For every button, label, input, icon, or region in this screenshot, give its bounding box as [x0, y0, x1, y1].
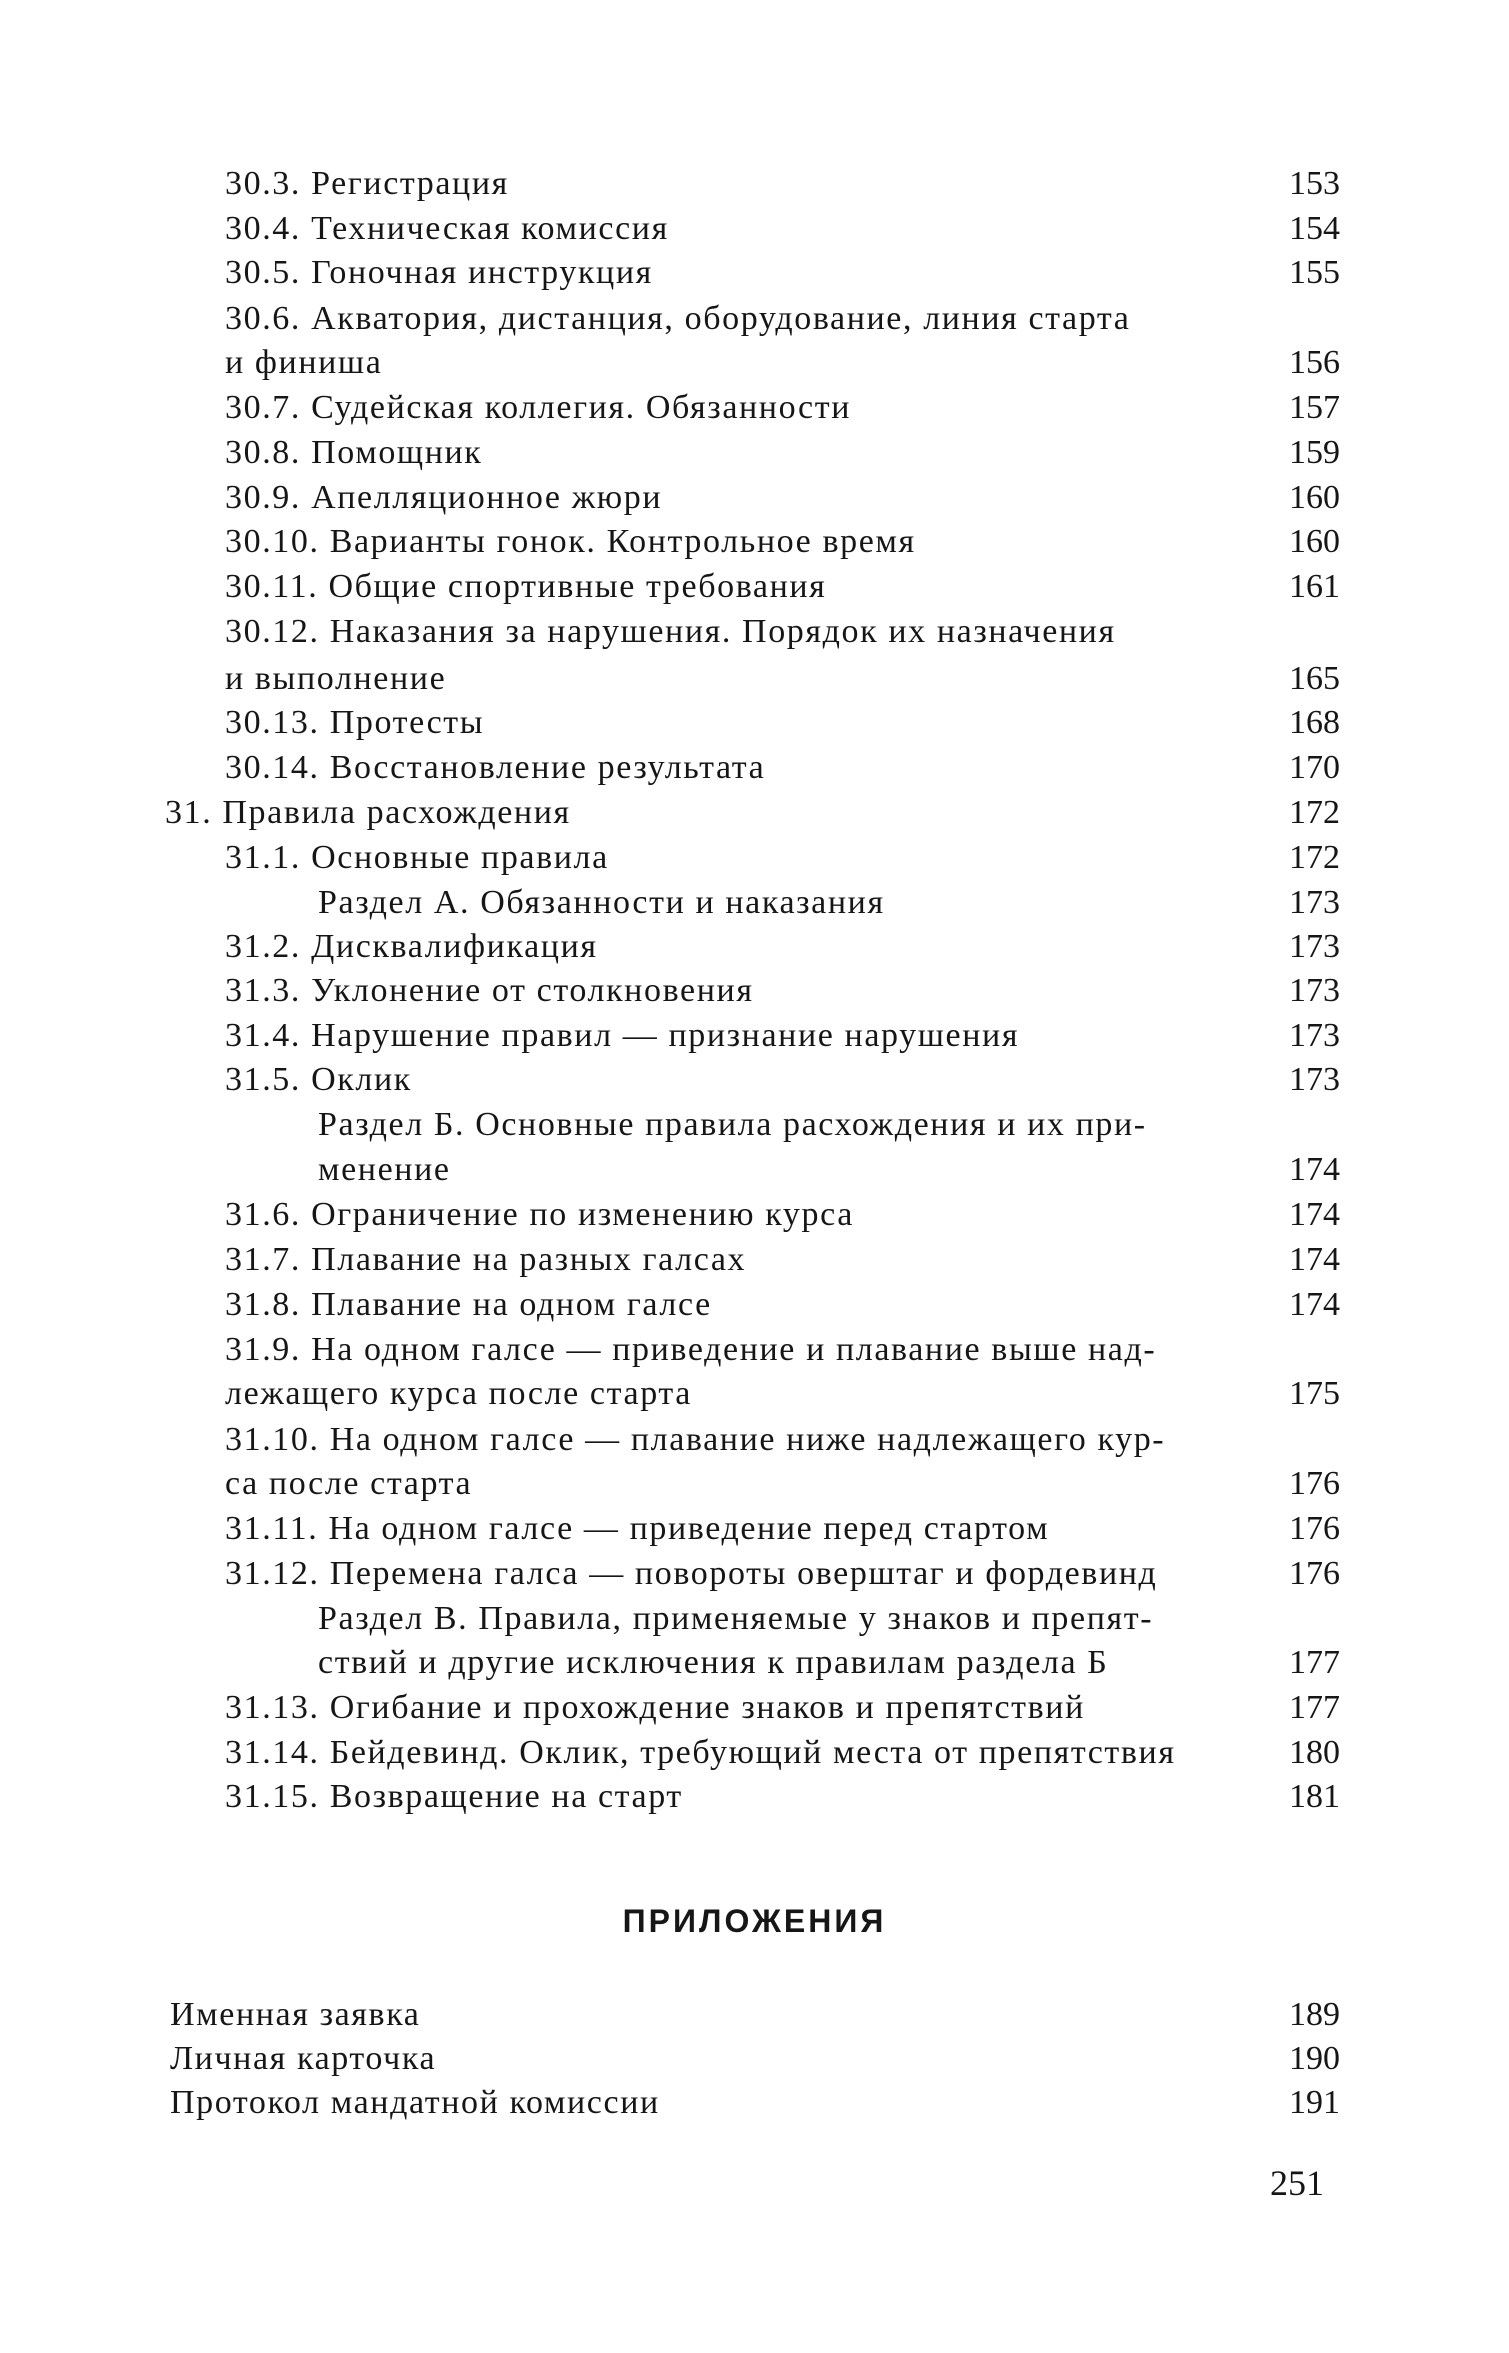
toc-entry — [225, 162, 1340, 206]
toc-entry — [225, 836, 1340, 880]
toc-entry — [225, 251, 1340, 295]
toc-entry — [225, 297, 1340, 341]
toc-entry — [225, 1014, 1340, 1058]
toc-entry-page: 161 — [1289, 568, 1340, 605]
toc-entry — [225, 1328, 1340, 1372]
toc-entry-page: 160 — [1289, 479, 1340, 516]
toc-entry-text: лежащего курса после старта — [225, 1372, 698, 1416]
toc-entry — [318, 1148, 1340, 1192]
toc-entry — [225, 1552, 1340, 1596]
toc-entry-text: 31.11. На одном галсе — приведение перед стартом — [225, 1507, 1055, 1551]
toc-entry-page: 165 — [1289, 660, 1340, 697]
toc-entry-page: 175 — [1289, 1375, 1340, 1412]
toc-entry — [225, 1058, 1340, 1102]
toc-entry-page: 159 — [1289, 434, 1340, 471]
appendix-entry-text: Именная заявка — [170, 1993, 427, 2037]
toc-entry-text: 31.7. Плавание на разных галсах — [225, 1238, 752, 1282]
toc-entry-page: 173 — [1289, 884, 1340, 921]
appendix-entry-page: 190 — [1289, 2040, 1340, 2077]
toc-entry-text: 30.9. Апелляционное жюри — [225, 476, 668, 520]
toc-entry-text: 31.2. Дисквалификация — [225, 925, 604, 969]
toc-entry — [318, 1103, 1340, 1147]
appendix-entry — [170, 2037, 1340, 2081]
toc-entry — [318, 1597, 1340, 1641]
toc-entry-text: 31.6. Ограничение по изменению курса — [225, 1193, 860, 1237]
toc-entry — [225, 1238, 1340, 1282]
toc-entry — [225, 746, 1340, 790]
toc-entry-page: 180 — [1289, 1734, 1340, 1771]
toc-entry — [225, 969, 1340, 1013]
toc-entry-text: 30.8. Помощник — [225, 431, 488, 475]
toc-entry-page: 173 — [1289, 1017, 1340, 1054]
appendix-entry-text: Протокол мандатной комиссии — [170, 2081, 666, 2125]
toc-entry-text: 31.14. Бейдевинд. Оклик, требующий места от препятствия — [225, 1731, 1182, 1775]
toc-entry — [225, 610, 1340, 654]
toc-entry-page: 172 — [1289, 794, 1340, 831]
toc-entry — [225, 1418, 1340, 1462]
appendix-entry — [170, 1993, 1340, 2037]
toc-entry-text: 31.10. На одном галсе — плавание ниже надлежащего кур- — [225, 1418, 1171, 1462]
toc-entry-page: 155 — [1289, 254, 1340, 291]
appendix-heading: ПРИЛОЖЕНИЯ — [622, 1903, 887, 1939]
toc-entry-text: и финиша — [225, 341, 388, 385]
toc-entry-page: 174 — [1289, 1286, 1340, 1323]
toc-entry — [225, 1372, 1340, 1416]
toc-entry — [225, 1507, 1340, 1551]
toc-entry-page: 177 — [1289, 1644, 1340, 1681]
toc-entry-text: Раздел В. Правила, применяемые у знаков и препят- — [318, 1597, 1159, 1641]
toc-entry — [225, 1686, 1340, 1730]
appendix-entry — [170, 2081, 1340, 2125]
toc-entry-text: 30.3. Регистрация — [225, 162, 515, 206]
toc-entry-text: 31.8. Плавание на одном галсе — [225, 1283, 718, 1327]
toc-entry-text: 30.14. Восстановление результата — [225, 746, 771, 790]
toc-entry-text: 31.4. Нарушение правил — признание нарушения — [225, 1014, 1025, 1058]
toc-entry-page: 157 — [1289, 389, 1340, 426]
toc-entry-text: 30.7. Судейская коллегия. Обязанности — [225, 386, 857, 430]
toc-entry-page: 176 — [1289, 1510, 1340, 1547]
toc-entry — [225, 1731, 1340, 1775]
toc-entry — [318, 881, 1340, 925]
toc-entry-text: са после старта — [225, 1462, 478, 1506]
toc-entry-page: 154 — [1289, 210, 1340, 247]
toc-entry — [225, 925, 1340, 969]
toc-entry-text: 31.12. Перемена галса — повороты оверштаг и фордевинд — [225, 1552, 1163, 1596]
toc-entry-page: 173 — [1289, 1061, 1340, 1098]
toc-entry-page: 160 — [1289, 523, 1340, 560]
toc-entry — [318, 1641, 1340, 1685]
toc-entry-text: 31.1. Основные правила — [225, 836, 615, 880]
toc-entry-page: 176 — [1289, 1555, 1340, 1592]
toc-entry-text: 30.11. Общие спортивные требования — [225, 565, 832, 609]
toc-entry-text: 31. Правила расхождения — [165, 791, 577, 835]
toc-entry-text: 30.12. Наказания за нарушения. Порядок их назначения — [225, 610, 1122, 654]
toc-entry — [225, 1775, 1340, 1819]
toc-entry-text: 31.5. Оклик — [225, 1058, 418, 1102]
appendix-entry-page: 189 — [1289, 1996, 1340, 2033]
toc-entry — [225, 476, 1340, 520]
toc-entry-page: 174 — [1289, 1241, 1340, 1278]
toc-entry-page: 168 — [1289, 704, 1340, 741]
toc-entry-text: 31.9. На одном галсе — приведение и плавание выше над- — [225, 1328, 1162, 1372]
toc-entry-text: 31.15. Возвращение на старт — [225, 1775, 689, 1819]
toc-entry — [225, 1193, 1340, 1237]
toc-entry-page: 170 — [1289, 749, 1340, 786]
toc-entry-page: 173 — [1289, 972, 1340, 1009]
toc-entry-page: 173 — [1289, 928, 1340, 965]
toc-entry — [225, 341, 1340, 385]
toc-entry-text: 30.4. Техническая комиссия — [225, 207, 675, 251]
toc-entry-page: 153 — [1289, 165, 1340, 202]
toc-entry-text: Раздел А. Обязанности и наказания — [318, 881, 891, 925]
toc-entry — [225, 565, 1340, 609]
toc-entry-text: менение — [318, 1148, 457, 1192]
toc-entry-text: ствий и другие исключения к правилам раздела Б — [318, 1641, 1114, 1685]
toc-entry-text: 30.6. Акватория, дистанция, оборудование, линия старта — [225, 297, 1136, 341]
toc-entry-text: 30.10. Варианты гонок. Контрольное время — [225, 520, 922, 564]
toc-entry-text: 31.3. Уклонение от столкновения — [225, 969, 760, 1013]
toc-entry — [225, 1283, 1340, 1327]
toc-entry-page: 172 — [1289, 839, 1340, 876]
toc-entry-page: 156 — [1289, 344, 1340, 381]
toc-entry-text: Раздел Б. Основные правила расхождения и их при- — [318, 1103, 1153, 1147]
toc-entry-text: 30.5. Гоночная инструкция — [225, 251, 659, 295]
toc-entry — [225, 701, 1340, 745]
toc-entry-page: 181 — [1289, 1778, 1340, 1815]
appendix-entry-page: 191 — [1289, 2084, 1340, 2121]
toc-entry — [225, 431, 1340, 475]
toc-entry — [225, 520, 1340, 564]
toc-entry-page: 177 — [1289, 1689, 1340, 1726]
toc-entry — [225, 207, 1340, 251]
appendix-entry-text: Личная карточка — [170, 2037, 442, 2081]
toc-entry-page: 176 — [1289, 1465, 1340, 1502]
toc-entry — [225, 657, 1340, 701]
toc-entry-page: 174 — [1289, 1196, 1340, 1233]
page-number: 251 — [1270, 2163, 1324, 2203]
toc-entry-text: и выполнение — [225, 657, 452, 701]
toc-entry — [165, 791, 1340, 835]
toc-entry — [225, 386, 1340, 430]
toc-entry-page: 174 — [1289, 1151, 1340, 1188]
toc-entry-text: 30.13. Протесты — [225, 701, 490, 745]
toc-entry-text: 31.13. Огибание и прохождение знаков и препятствий — [225, 1686, 1091, 1730]
toc-entry — [225, 1462, 1340, 1506]
